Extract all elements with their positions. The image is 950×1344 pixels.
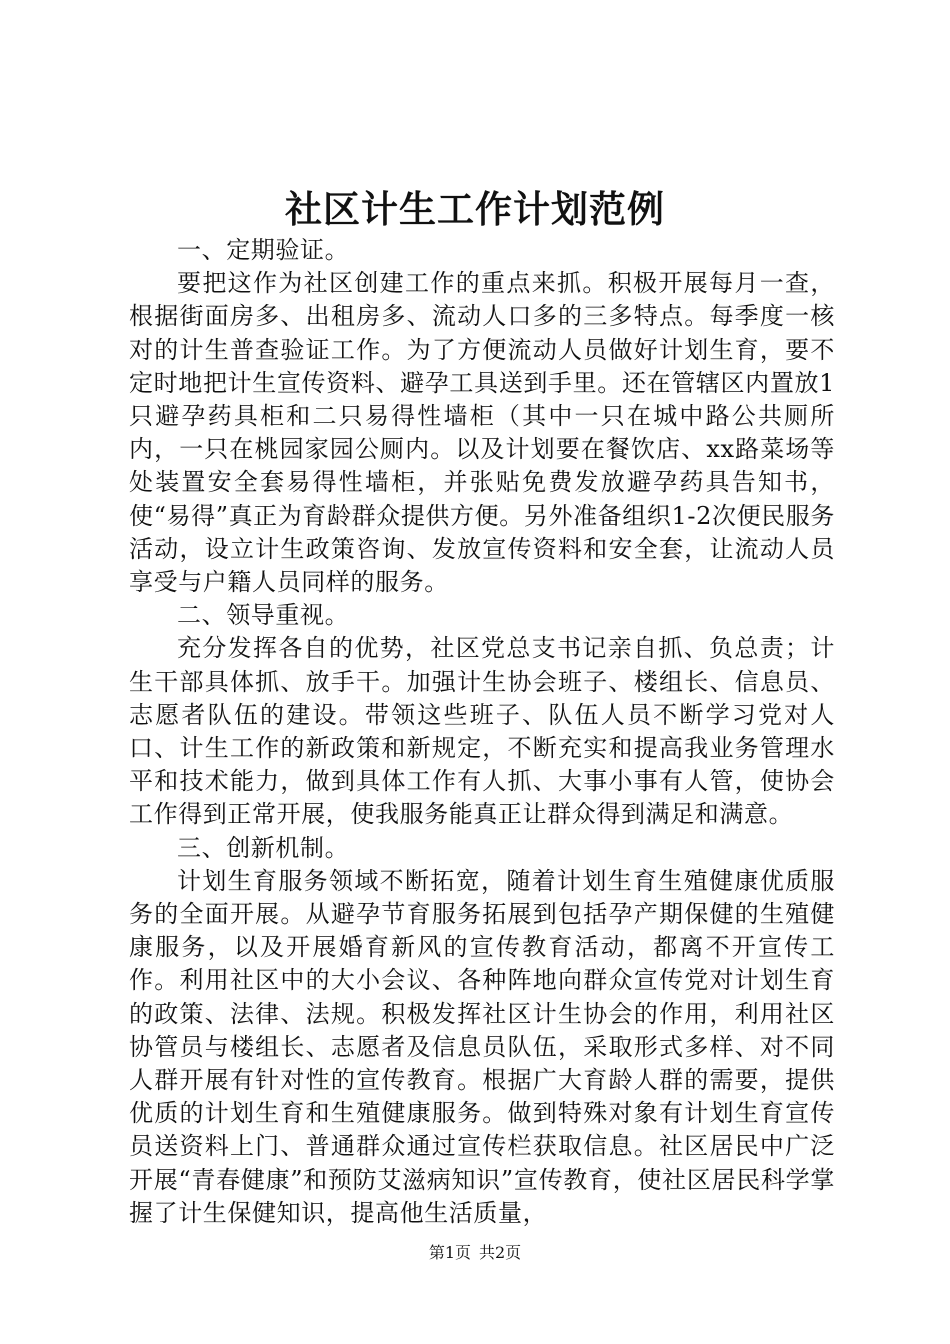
body-paragraph: 充分发挥各自的优势，社区党总支书记亲自抓、负总责；计生干部具体抓、放手干。加强计生协会班子、楼组长、信息员、志愿者队伍的建设。带领这些班子、队伍人员不断学习党对人口、计生工作的新政策和新规定，不断充实和提高我业务管理水平和技术能力，做到具体工作有人抓、大事小事有人管，使协会工作得到正常开展，使我服务能真正让群众得到满足和满意。 xyxy=(129,634,835,829)
section-heading: 二、领导重视。 xyxy=(177,601,350,630)
body-paragraph: 要把这作为社区创建工作的重点来抓。积极开展每月一查，根据街面房多、出租房多、流动人口多的三多特点。每季度一核对的计生普查验证工作。为了方便流动人员做好计划生育，要不定时地把计生宣传资料、避孕工具送到手里。还在管辖区内置放1只避孕药具柜和二只易得性墙柜（其中一只在城中路公共厕所内，一只在桃园家园公厕内。以及计划要在餐饮店、xx路菜场等处装置安全套易得性墙柜，并张贴免费发放避孕药具告知书，使“易得”真正为育龄群众提供方便。另外准备组织1-2次便民服务活动，设立计生政策咨询、发放宣传资料和安全套，让流动人员享受与户籍人员同样的服务。 xyxy=(129,269,835,597)
body-paragraph: 计划生育服务领域不断拓宽，随着计划生育生殖健康优质服务的全面开展。从避孕节育服务拓展到包括孕产期保健的生殖健康服务，以及开展婚育新风的宣传教育活动，都离不开宣传工作。利用社区中的大小会议、各种阵地向群众宣传党对计划生育的政策、法律、法规。积极发挥社区计生协会的作用，利用社区协管员与楼组长、志愿者及信息员队伍，采取形式多样、对不同人群开展有针对性的宣传教育。根据广大育龄人群的需要，提供优质的计划生育和生殖健康服务。做到特殊对象有计划生育宣传员送资料上门、普通群众通过宣传栏获取信息。社区居民中广泛开展“青春健康”和预防艾滋病知识”宣传教育，使社区居民科学掌握了计生保健知识，提高他生活质量， xyxy=(129,866,835,1227)
page-total: 共2页 xyxy=(479,1243,522,1262)
document-body xyxy=(129,234,835,1230)
section-heading: 三、创新机制。 xyxy=(177,833,350,862)
page-footer xyxy=(0,1242,950,1264)
document-title: 社区计生工作计划范例 xyxy=(285,187,665,231)
section-heading: 一、定期验证。 xyxy=(177,236,350,264)
page-number: 第1页 xyxy=(428,1243,471,1262)
